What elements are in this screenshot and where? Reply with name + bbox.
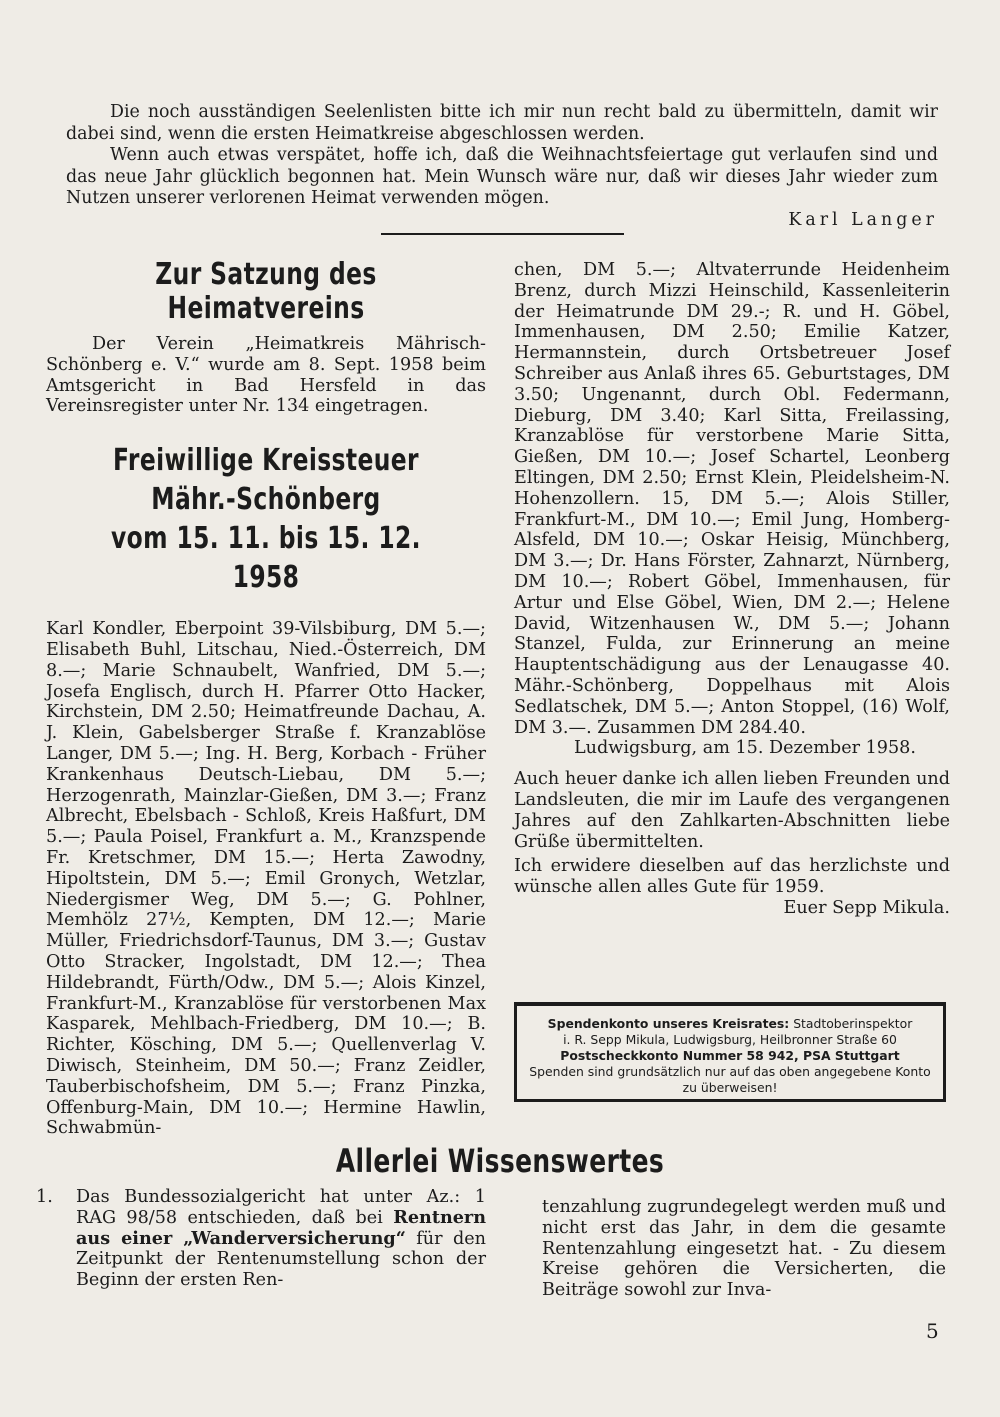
kreissteuer-heading-line-1: Freiwillige Kreissteuer bbox=[113, 443, 419, 479]
item-text-part-2: für den Zeitpunkt der Rentenumstellung schon der Beginn der ersten Ren- bbox=[76, 1228, 486, 1291]
notice-line-2: i. R. Sepp Mikula, Ludwigsburg, Heilbronner Straße 60 bbox=[563, 1032, 897, 1047]
kreissteuer-heading bbox=[94, 441, 437, 597]
intro-paragraph-2: Wenn auch etwas verspätet, hoffe ich, daß die Weihnachtsfeiertage gut verlaufen sind und das neue Jahr glücklich begonnen hat. Mein Wunsch wäre nur, daß wir dieses Jahr wieder zum Nutzen unserer verlorenen Heimat verwenden mögen. bbox=[66, 145, 938, 208]
item-text-part-1: Das Bundessozialgericht hat unter Az.: 1 RAG 98/58 entschieden, daß bei bbox=[76, 1187, 486, 1228]
thanks-paragraph-2: Ich erwidere dieselben auf das herzlichste und wünsche allen alles Gute für 1959. bbox=[514, 856, 950, 898]
intro-paragraph-1: Die noch ausständigen Seelenlisten bitte ich mir nun recht bald zu übermitteln, damit wir dabei sind, wenn die ersten Heimatkreise abgeschlossen werden. bbox=[66, 102, 938, 144]
donor-list-right: chen, DM 5.—; Altvaterrunde Heidenheim Brenz, durch Mizzi Heinschild, Kassenleiterin der Heimatrunde DM 29.-; R. und H. Göbel, Immenhausen, DM 2.50; Emilie Katzer, Hermannstein, durch Ortsbetreuer Josef Schreiber aus Anlaß ihres 65. Geburtstages, DM 3.50; Ungenannt, durch Obl. Federmann, Dieburg, DM 3.40; Karl Sitta, Freilassing, Kranzablöse für verstorbene Marie Sitta, Gießen, DM 10.—; Josef Schartel, Leonberg Eltingen, DM 2.50; Ernst Klein, Pleidelsheim-N. Hohenzollern. 15, DM 5.—; Alois Stiller, Frankfurt-M., DM 10.—; Emil Jung, Homberg-Alsfeld, DM 10.—; Oskar Heisig, Münchberg, DM 3.—; Dr. Hans Förster, Zahnarzt, Nürnberg, DM 10.—; Robert Göbel, Immenhausen, für Artur und Else Göbel, Wien, DM 2.—; Helene David, Witzenhausen W., DM 5.—; Johann Stanzel, Fulda, zur Erinnerung an meine Hauptentschädigung aus der Lenaugasse 40. Mähr.-Schönberg, Doppelhaus mit Alois Sedlatschek, DM 5.—; Anton Stoppel, (16) Wolf, DM 3.—. Zusammen DM 284.40. bbox=[514, 260, 950, 738]
left-column bbox=[46, 258, 486, 1139]
right-column bbox=[514, 260, 950, 919]
donor-list-left: Karl Kondler, Eberpoint 39-Vilsbiburg, DM 5.—; Elisabeth Buhl, Litschau, Nied.-Österreich, DM 8.—; Marie Schnaubelt, Wanfried, DM 5.—; Josefa Englisch, durch H. Pfarrer Otto Hacker, Kirchstein, DM 2.50; Heimatfreunde Dachau, A. J. Klein, Gabelsberger Straße f. Kranzablöse Langer, DM 5.—; Ing. H. Berg, Korbach - Früher Krankenhaus Deutsch-Liebau, DM 5.—; Herzogenrath, Mainzlar-Gießen, DM 3.—; Franz Albrecht, Ebelsbach - Schloß, Kreis Haßfurt, DM 5.—; Paula Poisel, Frankfurt a. M., Kranzspende Fr. Kretschmer, DM 15.—; Herta Zawodny, Hipoltstein, DM 5.—; Emil Gronych, Wetzlar, Niedergismer Weg, DM 5.—; G. Pohlner, Memhölz 27½, Kempten, DM 12.—; Marie Müller, Friedrichsdorf-Taunus, DM 3.—; Gustav Otto Stracker, Ingolstadt, DM 12.—; Thea Hildebrandt, Fürth/Odw., DM 5.—; Alois Kinzel, Frankfurt-M., Kranzablöse für verstorbenen Max Kasparek, Mehlbach-Friedberg, DM 10.—; B. Richter, Kösching, DM 5.—; Quellenverlag V. Diwisch, Steinheim, DM 50.—; Franz Zeidler, Tauberbischofsheim, DM 5.—; Franz Pinzka, Offenburg-Main, DM 10.—; Hermine Hawlin, Schwabmün- bbox=[46, 619, 486, 1139]
notice-line-3 bbox=[523, 1048, 937, 1064]
satzung-body: Der Verein „Heimatkreis Mährisch-Schönberg e. V.“ wurde am 8. Sept. 1958 beim Amtsgericht in Bad Hersfeld in das Vereinsregister unter Nr. 134 eingetragen. bbox=[46, 334, 486, 417]
donation-account-notice bbox=[514, 1002, 946, 1102]
allerlei-item-right: tenzahlung zugrundegelegt werden muß und nicht erst das Jahr, in dem die gesamte Rentenzahlung eingesetzt hat. - Zu diesem Kreise gehören die Versicherten, die Beiträge sowohl zur Inva- bbox=[542, 1197, 946, 1301]
allerlei-heading: Allerlei Wissenswertes bbox=[335, 1142, 665, 1180]
notice-line-4: Spenden sind grundsätzlich nur auf das oben angegebene Konto zu überweisen! bbox=[529, 1064, 931, 1095]
satzung-heading: Zur Satzung des Heimatvereins bbox=[155, 257, 377, 326]
kreissteuer-heading-line-3: vom 15. 11. bis 15. 12. 1958 bbox=[111, 521, 421, 596]
intro-section bbox=[66, 102, 938, 231]
kreissteuer-heading-line-2: Mähr.-Schönberg bbox=[151, 482, 381, 518]
page-number: 5 bbox=[926, 1319, 939, 1343]
notice-account-number: Postscheckkonto Nummer 58 942, PSA Stuttgart bbox=[560, 1048, 900, 1063]
notice-line-1-rest: Stadtoberinspektor bbox=[789, 1016, 913, 1031]
notice-label: Spendenkonto unseres Kreisrates: bbox=[547, 1016, 790, 1031]
item-text-bold: Rentnern aus einer „Wanderversicherung“ bbox=[76, 1206, 486, 1249]
place-date: Ludwigsburg, am 15. Dezember 1958. bbox=[574, 738, 916, 759]
intro-signature: Karl Langer bbox=[788, 209, 938, 230]
notice-line-1 bbox=[523, 1016, 937, 1032]
thanks-paragraph-1: Auch heuer danke ich allen lieben Freunden und Landsleuten, die mir im Laufe des vergangenen Jahres auf den Zahlkarten-Abschnitten liebe Grüße übermittelten. bbox=[514, 769, 951, 852]
section-divider bbox=[381, 233, 624, 235]
item-text-left bbox=[76, 1187, 486, 1291]
closing-signature: Euer Sepp Mikula. bbox=[783, 897, 950, 918]
allerlei-item-left bbox=[36, 1187, 486, 1291]
item-number: 1. bbox=[36, 1187, 53, 1207]
